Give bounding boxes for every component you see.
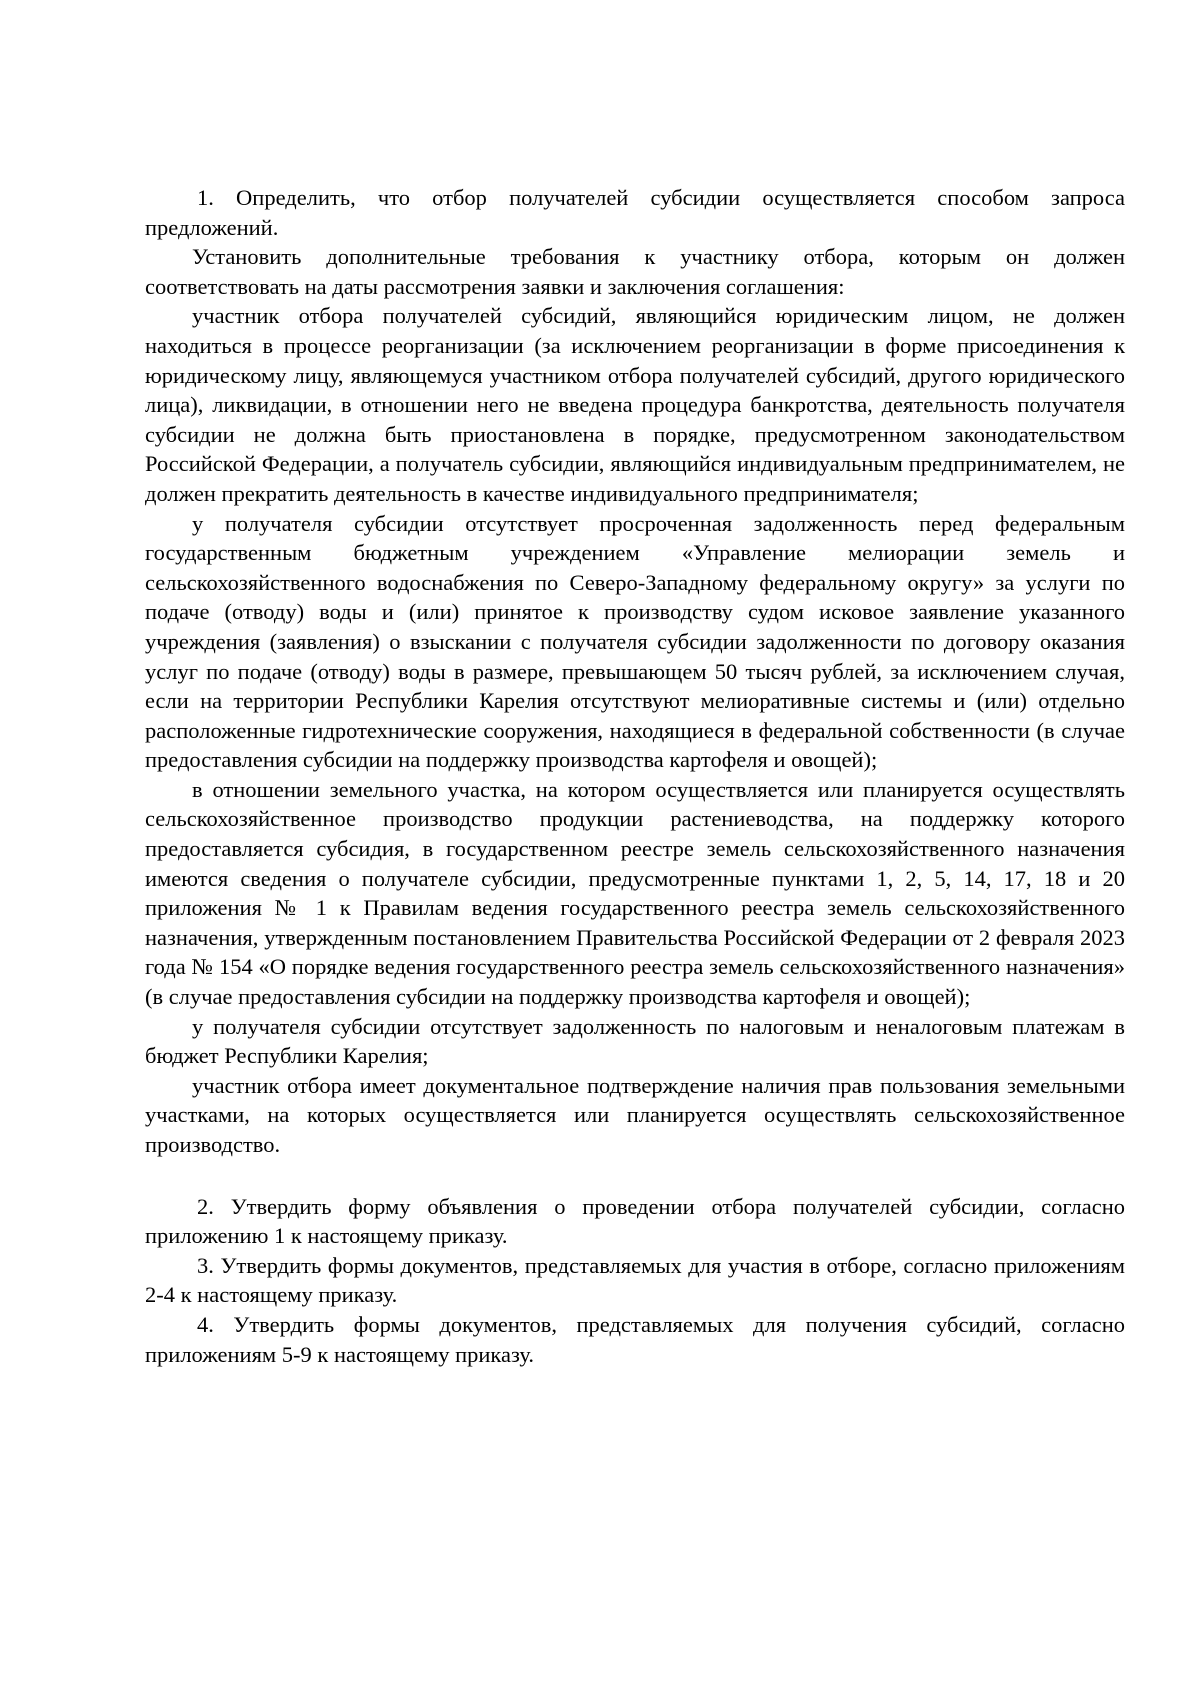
paragraph-item-2: 2. Утвердить форму объявления о проведении отбора получателей субсидии, согласно приложению 1 к настоящему приказу. xyxy=(145,1193,1125,1249)
paragraph-requirement-tax-debt: у получателя субсидии отсутствует задолженность по налоговым и неналоговым платежам в бюджет Республики Карелия; xyxy=(145,1013,1125,1069)
document-page xyxy=(145,183,1125,1369)
paragraph-item-3: 3. Утвердить формы документов, представляемых для участия в отборе, согласно приложениям 2-4 к настоящему приказу. xyxy=(145,1252,1125,1308)
paragraph-requirement-water-debt: у получателя субсидии отсутствует просроченная задолженность перед федеральным государственным бюджетным учреждением «Управление мелиорации земель и сельскохозяйственного водоснабжения по Северо-Западному федеральному округу» за услуги по подаче (отводу) воды и (или) принятое к производству судом исковое заявление указанного учреждения (заявления) о взыскании с получателя субсидии задолженности по договору оказания услуг по подаче (отводу) воды в размере, превышающем 50 тысяч рублей, за исключением случая, если на территории Республики Карелия отсутствуют мелиоративные системы и (или) отдельно расположенные гидротехнические сооружения, находящиеся в федеральной собственности (в случае предоставления субсидии на поддержку производства картофеля и овощей); xyxy=(145,510,1125,773)
paragraph-spacer xyxy=(145,1160,1125,1192)
paragraph-item-1: 1. Определить, что отбор получателей субсидии осуществляется способом запроса предложений. xyxy=(145,185,1125,240)
paragraph-requirement-land-rights: участник отбора имеет документальное подтверждение наличия прав пользования земельными участками, на которых осуществляется или планируется осуществлять сельскохозяйственное производство. xyxy=(145,1072,1125,1157)
paragraph-additional-requirements: Установить дополнительные требования к участнику отбора, которым он должен соответствовать на даты рассмотрения заявки и заключения соглашения: xyxy=(145,244,1125,299)
paragraph-requirement-land-registry: в отношении земельного участка, на котором осуществляется или планируется осуществлять сельскохозяйственное производство продукции растениеводства, на поддержку которого предоставляется субсидия, в государственном реестре земель сельскохозяйственного назначения имеются сведения о получателе субсидии, предусмотренные пунктами 1, 2, 5, 14, 17, 18 и 20 приложения № 1 к Правилам ведения государственного реестра земель сельскохозяйственного назначения, утвержденным постановлением Правительства Российской Федерации от 2 февраля 2023 года № 154 «О порядке ведения государственного реестра земель сельскохозяйственного назначения» (в случае предоставления субсидии на поддержку производства картофеля и овощей); xyxy=(145,776,1125,1010)
paragraph-requirement-reorganization: участник отбора получателей субсидий, являющийся юридическим лицом, не должен находиться в процессе реорганизации (за исключением реорганизации в форме присоединения к юридическому лицу, являющемуся участником отбора получателей субсидий, другого юридического лица), ликвидации, в отношении него не введена процедура банкротства, деятельность получателя субсидии не должна быть приостановлена в порядке, предусмотренном законодательством Российской Федерации, а получатель субсидии, являющийся индивидуальным предпринимателем, не должен прекратить деятельность в качестве индивидуального предпринимателя; xyxy=(145,303,1125,506)
paragraph-item-4: 4. Утвердить формы документов, представляемых для получения субсидий, согласно приложениям 5-9 к настоящему приказу. xyxy=(145,1311,1125,1367)
